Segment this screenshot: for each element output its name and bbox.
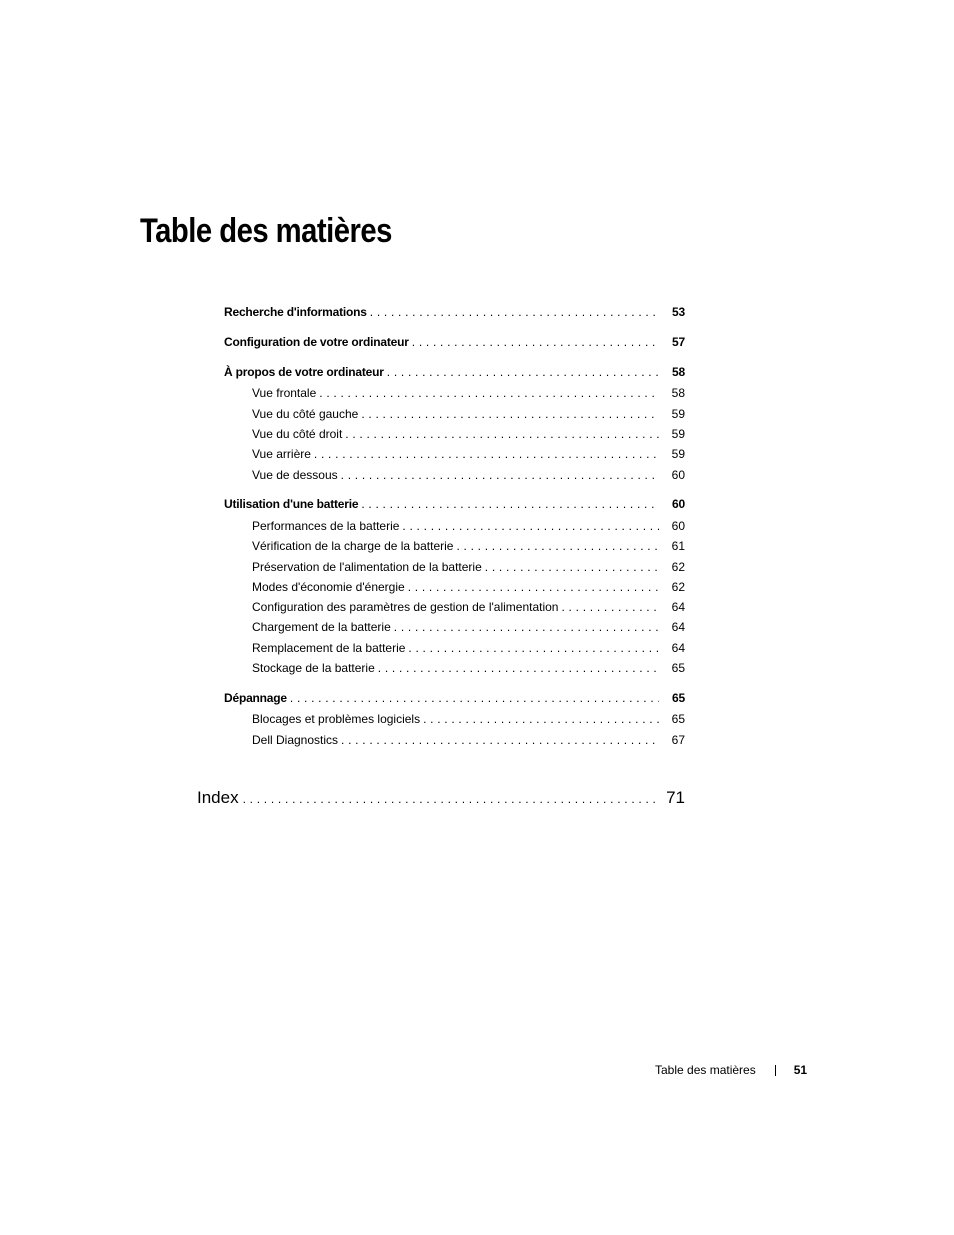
toc-entry-label: Vue frontale (252, 386, 317, 400)
toc-entry-page: 53 (672, 305, 685, 319)
toc-entry-label: Remplacement de la batterie (252, 641, 406, 655)
dot-leader (408, 640, 659, 656)
dot-leader (370, 304, 659, 320)
toc-entry-label: Utilisation d'une batterie (224, 497, 359, 511)
toc-entry-page: 71 (666, 788, 685, 807)
dot-leader (485, 559, 659, 575)
toc-entry-page: 64 (671, 600, 685, 614)
toc-entry-page: 65 (671, 712, 685, 726)
dot-leader (378, 660, 659, 676)
dot-leader (456, 538, 659, 554)
toc-subentry-configuration-parametres[interactable] (252, 599, 685, 615)
toc-entry-label: Préservation de l'alimentation de la batterie (252, 560, 482, 574)
dot-leader (402, 518, 659, 534)
footer-page-number: 51 (793, 1063, 808, 1077)
toc-subentry-vue-cote-droit[interactable] (252, 426, 685, 442)
toc-entry-label: Performances de la batterie (252, 519, 400, 533)
toc-entry-label: Index (197, 788, 239, 807)
toc-entry-label: Vérification de la charge de la batterie (252, 539, 454, 553)
footer-divider (775, 1065, 776, 1076)
dot-leader (341, 467, 659, 483)
toc-entry-page: 61 (671, 539, 685, 553)
toc-subentry-modes-economie[interactable] (252, 579, 685, 595)
toc-entry-configuration[interactable] (224, 334, 685, 350)
toc-entry-label: Vue du côté gauche (252, 407, 359, 421)
toc-entry-page: 60 (671, 468, 685, 482)
toc-entry-page: 64 (671, 641, 685, 655)
toc-entry-page: 57 (672, 335, 685, 349)
toc-entry-label: Vue de dessous (252, 468, 338, 482)
dot-leader (314, 446, 659, 462)
toc-entry-page: 64 (671, 620, 685, 634)
toc-entry-depannage[interactable] (224, 690, 685, 706)
toc-entry-page: 67 (671, 733, 685, 747)
dot-leader (290, 690, 659, 706)
toc-subentry-stockage[interactable] (252, 660, 685, 676)
toc-entry-a-propos[interactable] (224, 364, 685, 380)
footer-section-title: Table des matières (655, 1063, 756, 1077)
toc-entry-label: Configuration de votre ordinateur (224, 335, 409, 349)
toc-subentry-verification-charge[interactable] (252, 538, 685, 554)
toc-entry-label: Modes d'économie d'énergie (252, 580, 405, 594)
toc-entry-page: 59 (671, 407, 685, 421)
toc-entry-page: 58 (671, 386, 685, 400)
toc-entry-page: 58 (672, 365, 685, 379)
dot-leader (412, 334, 659, 350)
dot-leader (345, 426, 659, 442)
dot-leader (394, 619, 659, 635)
toc-entry-page: 62 (671, 560, 685, 574)
dot-leader (341, 732, 659, 748)
toc-entry-page: 60 (671, 519, 685, 533)
toc-entry-page: 65 (672, 691, 685, 705)
toc-entry-label: Configuration des paramètres de gestion de l'alimentation (252, 600, 559, 614)
toc-subentry-vue-arriere[interactable] (252, 446, 685, 462)
toc-subentry-vue-cote-gauche[interactable] (252, 406, 685, 422)
dot-leader (387, 364, 659, 380)
dot-leader (319, 385, 659, 401)
toc-entry-label: Recherche d'informations (224, 305, 367, 319)
dot-leader (408, 579, 659, 595)
toc-entry-label: Chargement de la batterie (252, 620, 391, 634)
toc-entry-page: 59 (671, 427, 685, 441)
toc-entry-label: Dépannage (224, 691, 287, 705)
dot-leader (561, 599, 659, 615)
page-footer (655, 1062, 807, 1078)
toc-entry-label: Blocages et problèmes logiciels (252, 712, 421, 726)
toc-subentry-remplacement[interactable] (252, 640, 685, 656)
toc-subentry-chargement[interactable] (252, 619, 685, 635)
toc-subentry-vue-de-dessous[interactable] (252, 467, 685, 483)
toc-entry-index[interactable] (197, 787, 685, 809)
toc-entry-page: 62 (671, 580, 685, 594)
toc-entry-label: Vue du côté droit (252, 427, 343, 441)
page-title: Table des matières (140, 212, 392, 250)
toc-entry-page: 60 (672, 497, 685, 511)
toc-subentry-performances[interactable] (252, 518, 685, 534)
dot-leader (361, 406, 659, 422)
dot-leader (243, 788, 655, 810)
toc-entry-label: Stockage de la batterie (252, 661, 375, 675)
dot-leader (361, 496, 659, 512)
toc-entry-recherche[interactable] (224, 304, 685, 320)
toc-entry-utilisation-batterie[interactable] (224, 496, 685, 512)
toc-subentry-vue-frontale[interactable] (252, 385, 685, 401)
toc-entry-label: Dell Diagnostics (252, 733, 339, 747)
toc-subentry-blocages[interactable] (252, 711, 685, 727)
toc-subentry-dell-diagnostics[interactable] (252, 732, 685, 748)
toc-entry-label: Vue arrière (252, 447, 311, 461)
toc-entry-page: 59 (671, 447, 685, 461)
toc-subentry-preservation[interactable] (252, 559, 685, 575)
toc-entry-page: 65 (671, 661, 685, 675)
dot-leader (423, 711, 659, 727)
toc-entry-label: À propos de votre ordinateur (224, 365, 384, 379)
